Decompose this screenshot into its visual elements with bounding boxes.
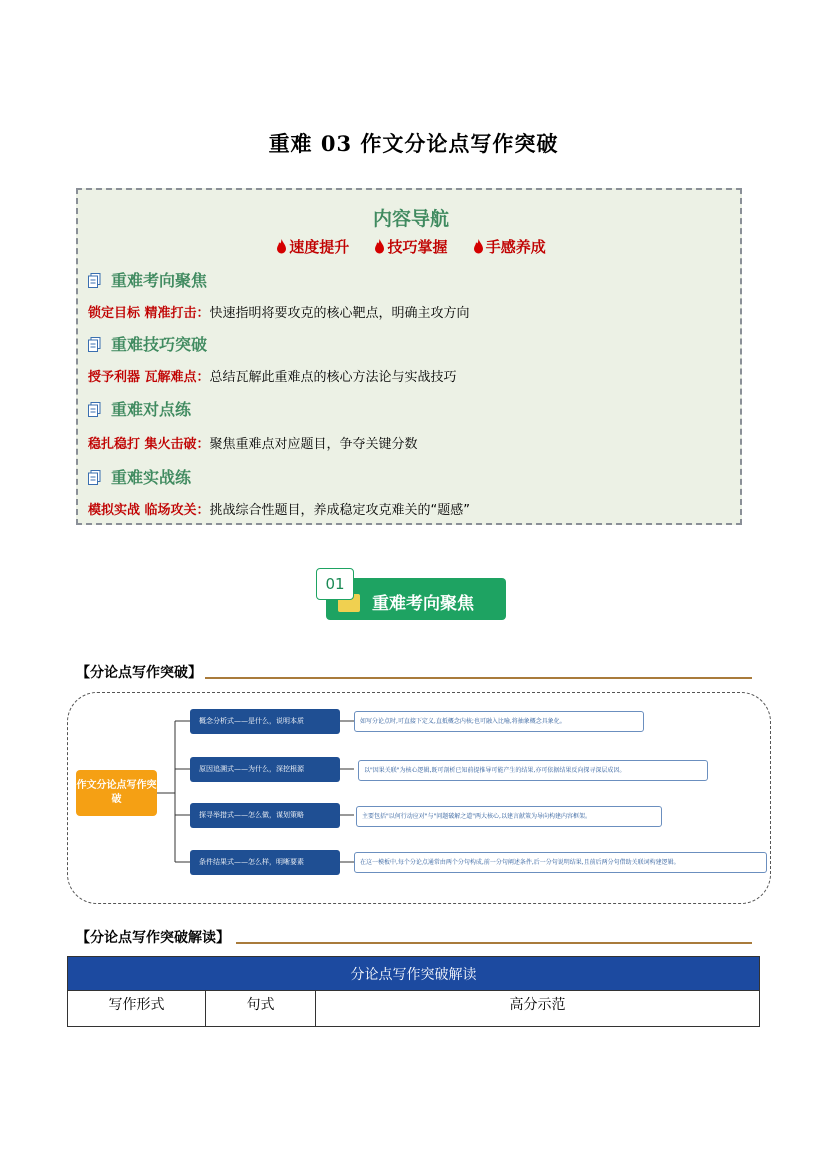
mindmap-leaf-node: 主要包括"以何行动应对"与"问题破解之道"两大核心,以建言献策为导向构建内容框架。 (356, 806, 662, 827)
mindmap-branch-node: 原因追溯式——为什么，深挖根源 (190, 757, 340, 782)
mindmap-branch-node: 探寻举措式——怎么做，谋划策略 (190, 803, 340, 828)
section-description: 稳扎稳打 集火击破：聚焦重难点对应题目，争夺关键分数 (88, 437, 418, 452)
interp-section-title: 【分论点写作突破解读】 (76, 930, 230, 946)
interp-table-header-row (68, 957, 760, 991)
section-description: 授予利器 瓦解难点：总结瓦解此重难点的核心方法论与实战技巧 (88, 370, 457, 385)
mindmap-section-title: 【分论点写作突破】 (76, 665, 202, 681)
section-heading: 重难实战练 (88, 465, 191, 488)
section-underline (236, 942, 752, 944)
section-heading: 重难对点练 (88, 397, 191, 420)
interp-table (67, 956, 760, 1027)
mindmap-leaf-node: 在这一模板中,每个分论点通常由两个分句构成,前一分句阐述条件,后一分句说明结果,且前后两分句借助关联词构建逻辑。 (354, 852, 767, 873)
column-header: 写作形式 (68, 991, 206, 1027)
interp-table-column-row (68, 991, 760, 1027)
column-header: 句式 (206, 991, 316, 1027)
mindmap-branch-node: 条件结果式——怎么样，明晰要素 (190, 850, 340, 875)
column-header: 高分示范 (316, 991, 760, 1027)
badge-number: 01 (316, 568, 354, 600)
mindmap-leaf-node: 以"因果关联"为核心逻辑,既可剖析已知前提推导可能产生的结果,亦可依据结果反向探寻深层成因。 (358, 760, 708, 781)
nav-title: 内容导航 (372, 208, 449, 230)
nav-tag-label: 速度提升 (289, 238, 350, 256)
mindmap-branch-node: 概念分析式——是什么，说明本质 (190, 709, 340, 734)
badge-label: 重难考向聚焦 (372, 594, 474, 614)
nav-tag-label: 手感养成 (485, 238, 546, 256)
mindmap-root-node: 作文分论点写作突破 (76, 770, 157, 816)
section-description: 模拟实战 临场攻关：挑战综合性题目，养成稳定攻克难关的“题感” (88, 503, 471, 518)
section-heading: 重难技巧突破 (88, 332, 207, 355)
mindmap-leaf-node: 如写分论点时,可直接下定义,直抵概念内核;也可融入比喻,将抽象概念具象化。 (354, 711, 644, 732)
section-description: 锁定目标 精准打击：快速指明将要攻克的核心靶点，明确主攻方向 (88, 306, 470, 321)
section-heading: 重难考向聚焦 (88, 268, 207, 291)
nav-tag-label: 技巧掌握 (387, 238, 448, 256)
page-title: 重难 03 作文分论点写作突破 (268, 131, 559, 156)
interp-table-header: 分论点写作突破解读 (68, 957, 760, 991)
